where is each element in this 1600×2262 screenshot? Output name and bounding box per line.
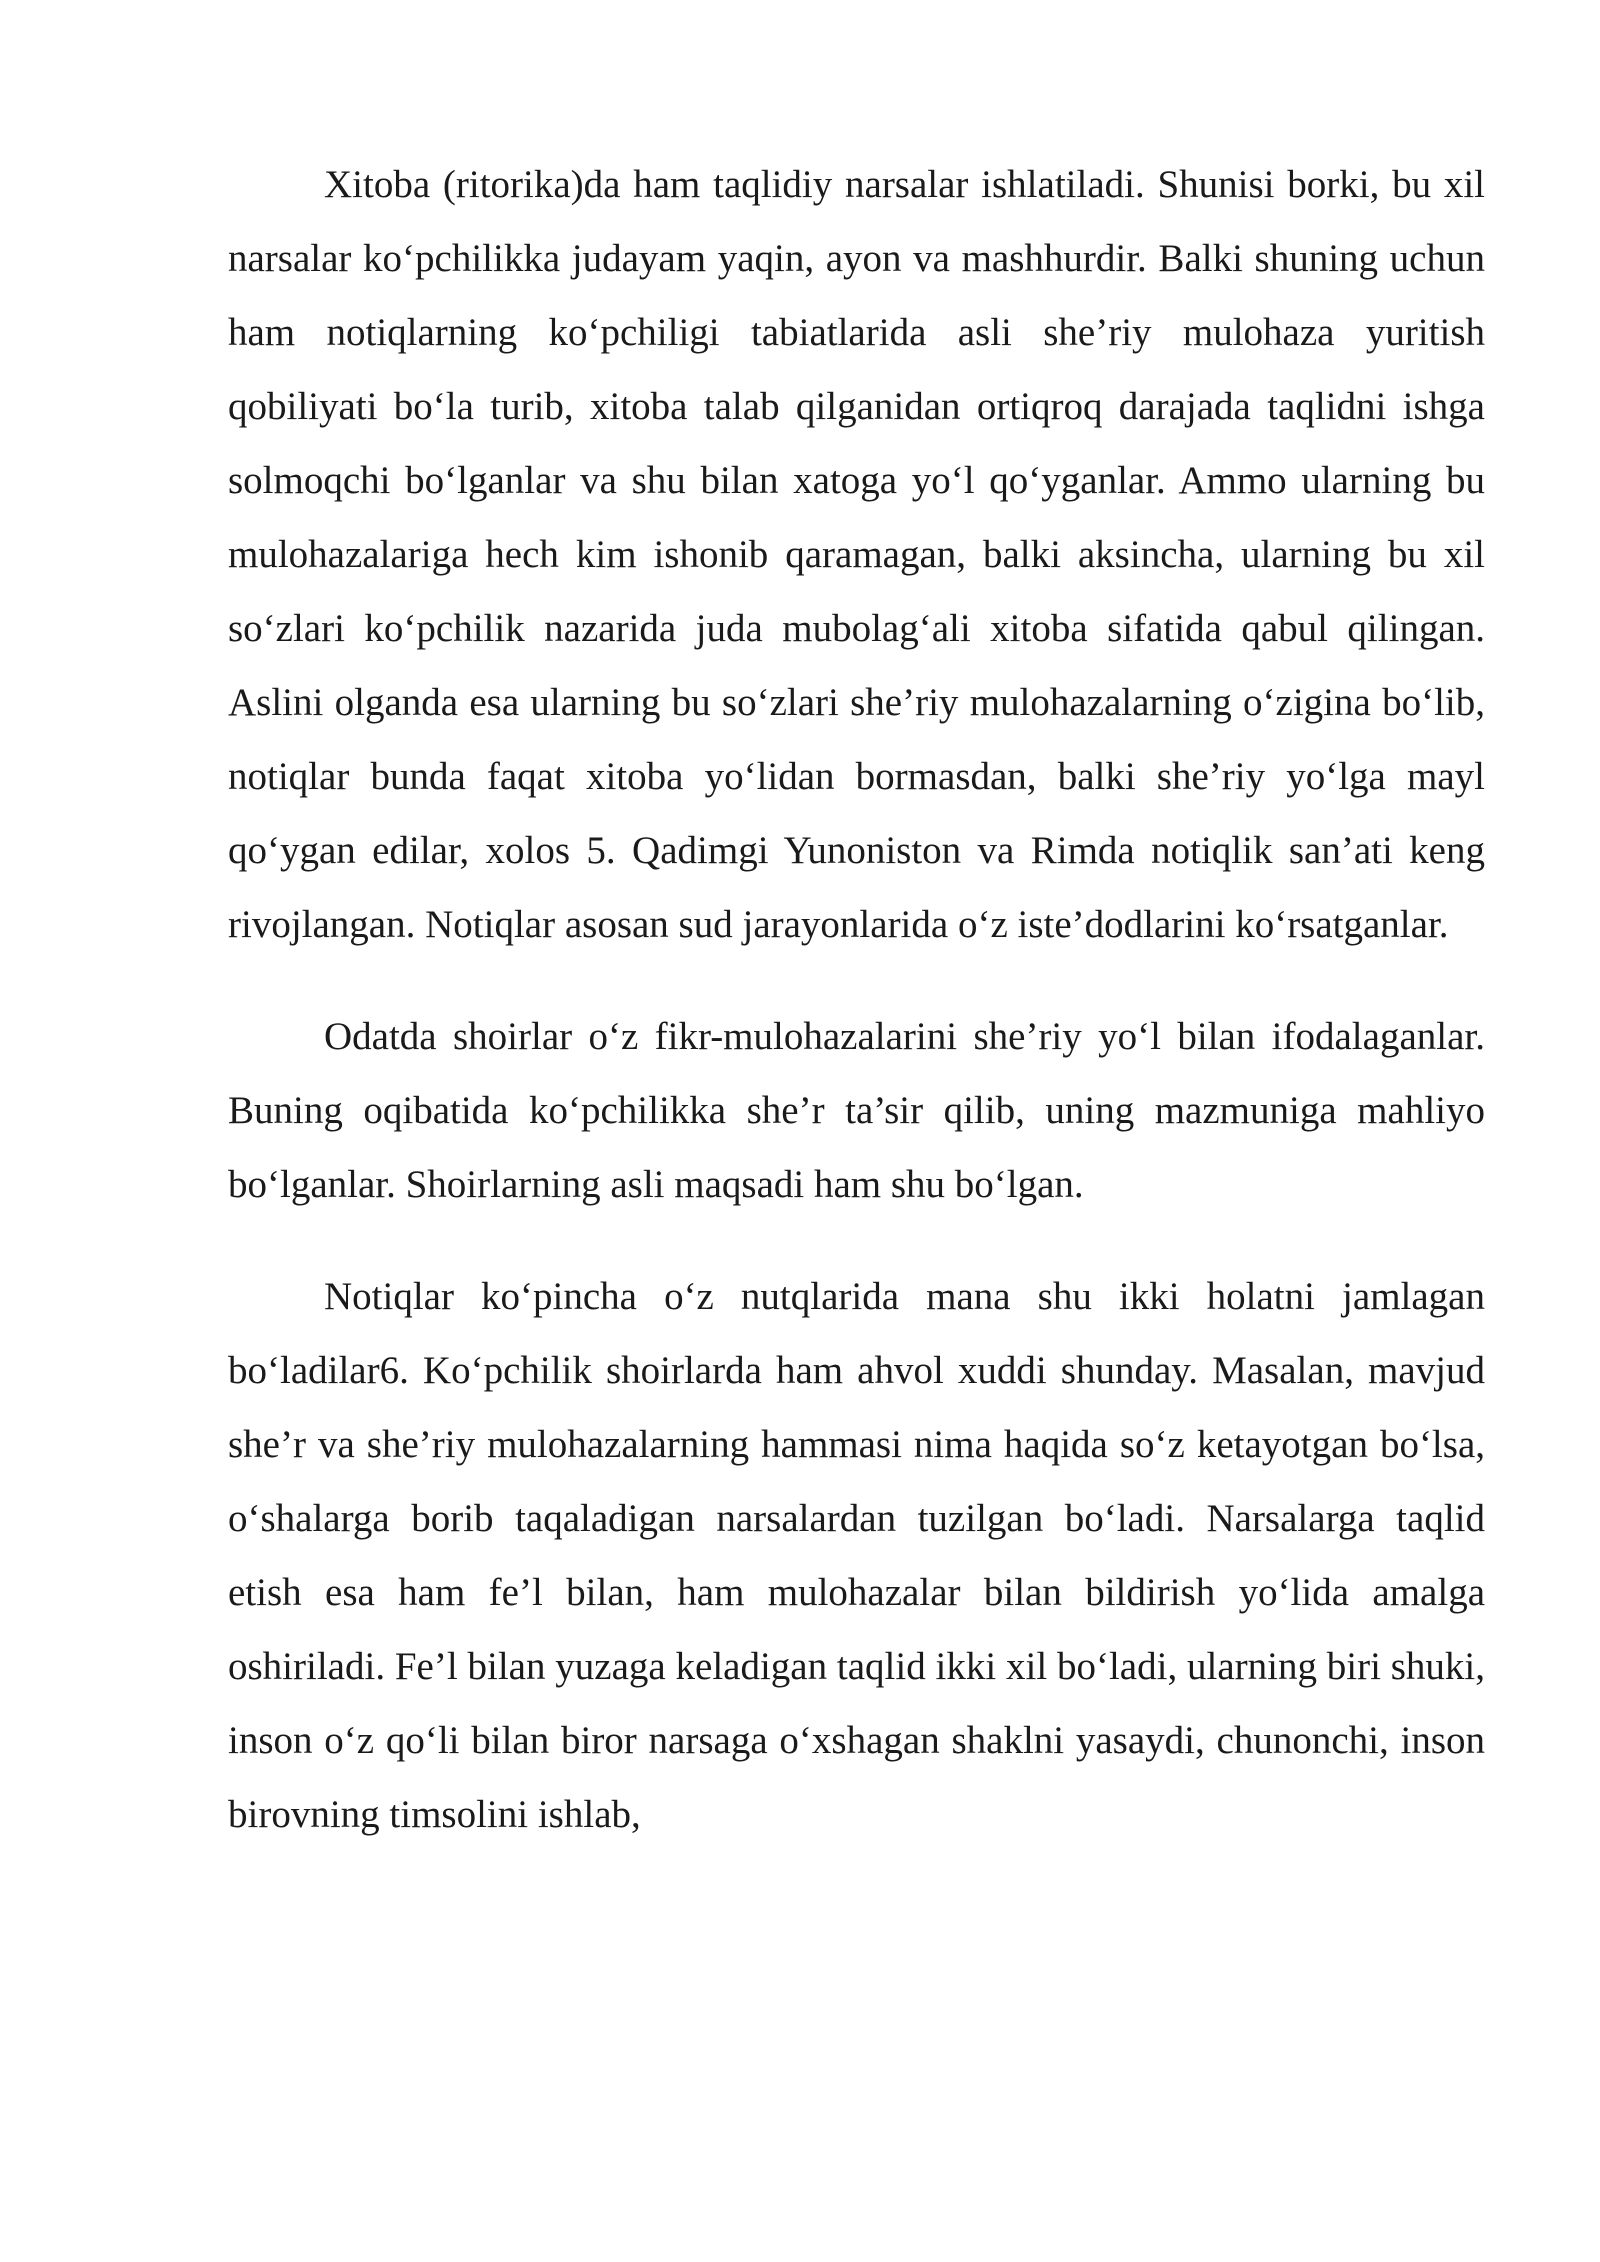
document-body [228,148,1485,1852]
paragraph-2: Odatda shoirlar o‘z fikr-mulohazalarini she’riy yo‘l bilan ifodalaganlar. Buning oqibatida ko‘pchilikka she’r ta’sir qilib, uning mazmuniga mahliyo bo‘lganlar. Shoirlarning asli maqsadi ham shu bo‘lgan. [228,1015,1485,1206]
paragraph-1: Xitoba (ritorika)da ham taqlidiy narsalar ishlatiladi. Shunisi borki, bu xil narsalar ko‘pchilikka judayam yaqin, ayon va mashhurdir. Balki shuning uchun ham notiqlarning ko‘pchiligi tabiatlarida asli she’riy mulohaza yuritish qobiliyati bo‘la turib, xitoba talab qilganidan ortiqroq darajada taqlidni ishga solmoqchi bo‘lganlar va shu bilan xatoga yo‘l qo‘yganlar. Ammo ularning bu mulohazalariga hech kim ishonib qaramagan, balki aksincha, ularning bu xil so‘zlari ko‘pchilik nazarida juda mubolag‘ali xitoba sifatida qabul qilingan. Aslini olganda esa ularning bu so‘zlari she’riy mulohazalarning o‘zigina bo‘lib, notiqlar bunda faqat xitoba yo‘lidan bormasdan, balki she’riy yo‘lga mayl qo‘ygan edilar, xolos 5. Qadimgi Yunoniston va Rimda notiqlik san’ati keng rivojlangan. Notiqlar asosan sud jarayonlarida o‘z iste’dodlarini ko‘rsatganlar. [228,163,1485,946]
paragraph-3: Notiqlar ko‘pincha o‘z nutqlarida mana shu ikki holatni jamlagan bo‘ladilar6. Ko‘pchilik shoirlarda ham ahvol xuddi shunday. Masalan, mavjud she’r va she’riy mulohazalarning hammasi nima haqida so‘z ketayotgan bo‘lsa, o‘shalarga borib taqaladigan narsalardan tuzilgan bo‘ladi. Narsalarga taqlid etish esa ham fe’l bilan, ham mulohazalar bilan bildirish yo‘lida amalga oshiriladi. Fe’l bilan yuzaga keladigan taqlid ikki xil bo‘ladi, ularning biri shuki, inson o‘z qo‘li bilan biror narsaga o‘xshagan shaklni yasaydi, chunonchi, inson birovning timsolini ishlab, [228,1275,1485,1836]
